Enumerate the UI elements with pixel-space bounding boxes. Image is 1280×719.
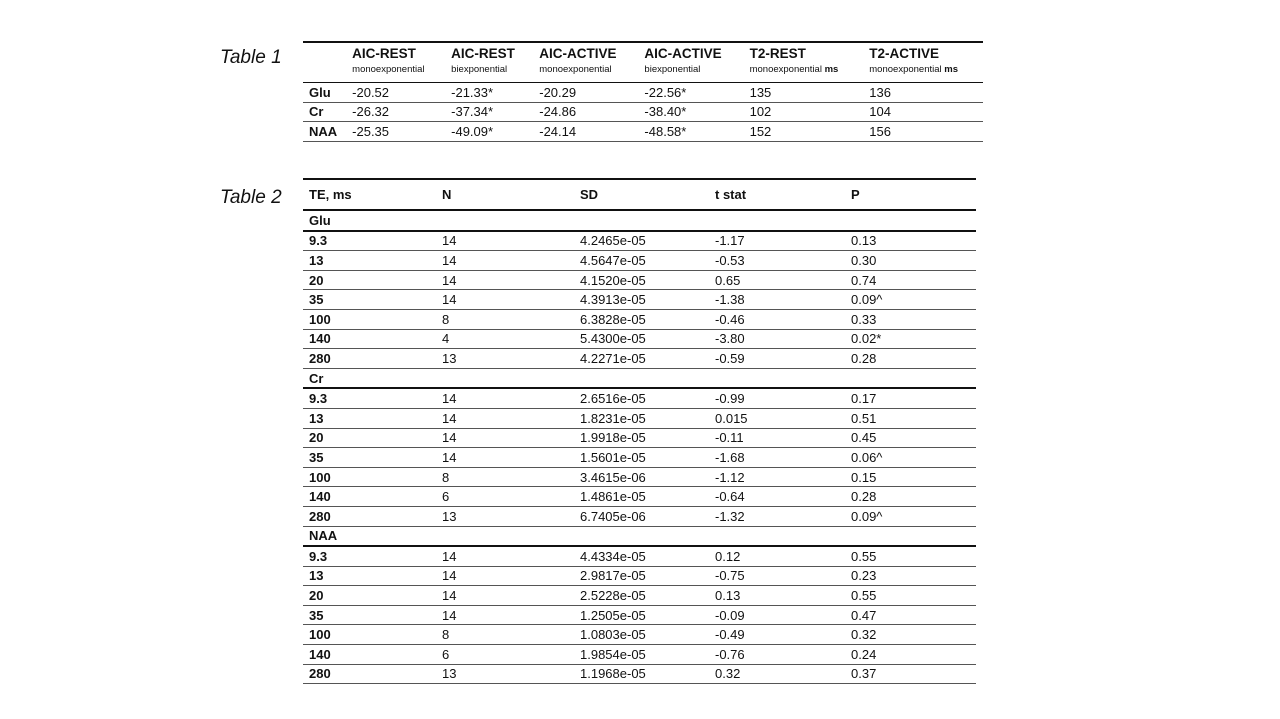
table2-cell: -1.68 xyxy=(715,449,745,465)
table2-row xyxy=(303,448,976,468)
table2-cell: -0.59 xyxy=(715,350,745,366)
table2-cell: 1.1968e-05 xyxy=(580,666,646,682)
table2-cell: 0.24 xyxy=(851,646,877,662)
table2-cell: 0.55 xyxy=(851,548,877,564)
table1-cell: -48.58* xyxy=(644,123,687,139)
table2-cell: 1.5601e-05 xyxy=(580,449,646,465)
table2-cell: 0.09^ xyxy=(851,292,883,308)
table1 xyxy=(303,41,983,142)
table2-cell: -0.75 xyxy=(715,568,745,584)
table2-cell: 14 xyxy=(442,548,457,564)
table2-te-cell: 13 xyxy=(309,568,324,584)
table2-cell: 0.32 xyxy=(715,666,741,682)
table2-group-name: Glu xyxy=(309,212,331,228)
table2-cell: 14 xyxy=(442,430,457,446)
table2-cell: 0.45 xyxy=(851,430,877,446)
table2-cell: 14 xyxy=(442,588,457,604)
table1-col-subtitle xyxy=(644,64,743,75)
table1-cell: -49.09* xyxy=(451,123,494,139)
table1-col-subtitle xyxy=(352,64,445,75)
table2-group-row xyxy=(303,526,976,546)
table2-col-header: t stat xyxy=(715,187,747,202)
table2-row xyxy=(303,586,976,606)
table1-row-metabolite: Cr xyxy=(309,104,324,120)
table2-te-cell: 13 xyxy=(309,252,324,268)
table2-cell: -0.09 xyxy=(715,607,745,623)
table1-col-header xyxy=(533,42,638,83)
table2-cell: 14 xyxy=(442,233,457,249)
table2-cell: 14 xyxy=(442,568,457,584)
table1-cell: -21.33* xyxy=(451,84,494,100)
table2-cell: -3.80 xyxy=(715,331,745,347)
table1-col-model: biexponential xyxy=(644,64,701,75)
table1-col-subtitle xyxy=(869,64,983,75)
table2-row xyxy=(303,408,976,428)
table2-header-row xyxy=(303,179,976,210)
table1-col-model: monoexponential xyxy=(869,64,942,75)
table1-col-header xyxy=(445,42,533,83)
table2-te-cell: 100 xyxy=(309,311,331,327)
table2-cell: 0.23 xyxy=(851,568,877,584)
table1-col-header xyxy=(863,42,983,83)
table2-cell: 0.33 xyxy=(851,311,877,327)
table2-cell: 2.5228e-05 xyxy=(580,588,646,604)
table2-cell: 5.4300e-05 xyxy=(580,331,646,347)
table2-te-cell: 20 xyxy=(309,272,324,288)
table1-col-unit: ms xyxy=(944,64,958,75)
table2-te-cell: 9.3 xyxy=(309,391,328,407)
table2-te-cell: 140 xyxy=(309,489,331,505)
table1-cell: 152 xyxy=(749,123,772,139)
table2-cell: 6 xyxy=(442,489,450,505)
table2-te-cell: 20 xyxy=(309,430,324,446)
table2-cell: 0.51 xyxy=(851,410,877,426)
table2-te-cell: 280 xyxy=(309,666,331,682)
table2-cell: 0.28 xyxy=(851,350,877,366)
table1-cell: 102 xyxy=(749,104,772,120)
table2-row xyxy=(303,251,976,271)
table2-te-cell: 140 xyxy=(309,331,331,347)
table1-col-name: AIC-REST xyxy=(352,46,416,61)
table2-cell: 14 xyxy=(442,252,457,268)
table2-group-row xyxy=(303,210,976,231)
table2-cell: 0.09^ xyxy=(851,508,883,524)
table2-te-cell: 35 xyxy=(309,292,324,308)
table2-te-cell: 13 xyxy=(309,410,324,426)
table2-cell: 0.28 xyxy=(851,489,877,505)
table2-cell: 1.4861e-05 xyxy=(580,489,646,505)
table2-cell: 4 xyxy=(442,331,450,347)
table1-label: Table 1 xyxy=(220,47,282,68)
table2-cell: 0.15 xyxy=(851,469,877,485)
table1-cell: -26.32 xyxy=(352,104,390,120)
table2-cell: 1.9918e-05 xyxy=(580,430,646,446)
table2-cell: 8 xyxy=(442,627,450,643)
table1-cell: 135 xyxy=(749,84,772,100)
table2-cell: 0.06^ xyxy=(851,449,883,465)
table1-col-name: AIC-ACTIVE xyxy=(644,46,722,61)
table1-cell: 136 xyxy=(869,84,891,100)
table2-cell: -1.32 xyxy=(715,508,745,524)
table2-cell: 0.32 xyxy=(851,627,877,643)
table1-col-unit: ms xyxy=(824,64,839,75)
table2-cell: 13 xyxy=(442,666,457,682)
table1-col-model: monoexponential xyxy=(352,64,425,75)
table2-cell: 13 xyxy=(442,508,457,524)
table2-col-header: P xyxy=(851,187,860,202)
table1-col-subtitle xyxy=(539,64,638,75)
table2-label: Table 2 xyxy=(220,187,282,208)
table2-group-row xyxy=(303,368,976,388)
table2-group-name: Cr xyxy=(309,370,324,386)
table2-cell: 6.7405e-06 xyxy=(580,508,646,524)
table2-te-cell: 35 xyxy=(309,607,324,623)
table2-col-header: TE, ms xyxy=(309,187,352,202)
table2-te-cell: 9.3 xyxy=(309,233,328,249)
table2-cell: 4.2271e-05 xyxy=(580,350,646,366)
table2-row xyxy=(303,625,976,645)
table1-col-subtitle xyxy=(451,64,533,75)
table2-cell: 8 xyxy=(442,469,450,485)
table2-row xyxy=(303,349,976,369)
table2-cell: 1.8231e-05 xyxy=(580,410,646,426)
table2-row xyxy=(303,605,976,625)
table1-col-model: biexponential xyxy=(451,64,508,75)
table2-cell: 4.5647e-05 xyxy=(580,252,646,268)
table2-row xyxy=(303,388,976,408)
table2-row xyxy=(303,506,976,526)
table2-cell: 4.1520e-05 xyxy=(580,272,646,288)
table2-row xyxy=(303,309,976,329)
table1-cell: -38.40* xyxy=(644,104,687,120)
table1-cell: -24.14 xyxy=(539,123,577,139)
table2-row xyxy=(303,645,976,665)
table2-col-header: SD xyxy=(580,187,599,202)
table2-te-cell: 140 xyxy=(309,646,331,662)
table2-cell: 0.47 xyxy=(851,607,877,623)
table1-header-row xyxy=(303,42,983,83)
table2-cell: -0.11 xyxy=(715,430,744,446)
table1-cell: 156 xyxy=(869,123,891,139)
table2-row xyxy=(303,290,976,310)
table2-cell: 4.2465e-05 xyxy=(580,233,646,249)
table1-cell: -37.34* xyxy=(451,104,494,120)
table1-cell: 104 xyxy=(869,104,891,120)
table2-cell: 0.12 xyxy=(715,548,741,564)
table2-te-cell: 100 xyxy=(309,469,331,485)
table2-cell: 8 xyxy=(442,311,450,327)
table2-row xyxy=(303,467,976,487)
table2-cell: 13 xyxy=(442,350,457,366)
table2-row xyxy=(303,487,976,507)
table1-col-model: monoexponential xyxy=(539,64,612,75)
table1-col-name: AIC-REST xyxy=(451,46,515,61)
table2-te-cell: 35 xyxy=(309,449,324,465)
table2-cell: -0.46 xyxy=(715,311,745,327)
table2-cell: 14 xyxy=(442,449,457,465)
table2-cell: 0.30 xyxy=(851,252,877,268)
table1-col-header xyxy=(744,42,864,83)
table2-te-cell: 280 xyxy=(309,350,331,366)
table2-cell: 14 xyxy=(442,272,457,288)
table1-cell: -24.86 xyxy=(539,104,577,120)
table2-cell: 0.13 xyxy=(851,233,877,249)
table2-cell: 0.17 xyxy=(851,391,877,407)
table2-cell: -1.38 xyxy=(715,292,745,308)
table2-cell: 0.015 xyxy=(715,410,748,426)
table2-cell: 1.2505e-05 xyxy=(580,607,646,623)
table2-cell: 3.4615e-06 xyxy=(580,469,646,485)
table2-row xyxy=(303,546,976,566)
table1-cell: -20.29 xyxy=(539,84,577,100)
table1-col-name: T2-REST xyxy=(749,46,806,61)
table2-cell: -0.64 xyxy=(715,489,745,505)
table2-cell: -0.53 xyxy=(715,252,745,268)
table1-col-name: T2-ACTIVE xyxy=(869,46,940,61)
table1-row-metabolite: NAA xyxy=(309,123,338,139)
table1-cell: -20.52 xyxy=(352,84,390,100)
table2-te-cell: 9.3 xyxy=(309,548,328,564)
table2-cell: 4.3913e-05 xyxy=(580,292,646,308)
table1-col-name: AIC-ACTIVE xyxy=(539,46,617,61)
table1-row xyxy=(303,122,983,142)
table2-cell: 14 xyxy=(442,410,457,426)
table2-cell: 2.9817e-05 xyxy=(580,568,646,584)
table2-cell: 14 xyxy=(442,607,457,623)
table2-cell: 0.37 xyxy=(851,666,877,682)
table2-cell: 0.13 xyxy=(715,588,741,604)
table2-cell: 0.65 xyxy=(715,272,741,288)
table2-row xyxy=(303,231,976,251)
table2-cell: 6 xyxy=(442,646,450,662)
table1-cell: -22.56* xyxy=(644,84,687,100)
table2-row xyxy=(303,428,976,448)
table2-cell: -0.76 xyxy=(715,646,745,662)
table2-row xyxy=(303,270,976,290)
table2-row xyxy=(303,566,976,586)
table2-cell: 1.9854e-05 xyxy=(580,646,646,662)
table1-col-subtitle xyxy=(750,64,864,75)
table2-cell: -1.12 xyxy=(715,469,745,485)
table2-cell: 1.0803e-05 xyxy=(580,627,646,643)
table1-col-header xyxy=(303,42,346,83)
table2 xyxy=(303,178,976,684)
table1-col-header xyxy=(638,42,743,83)
table2-row xyxy=(303,664,976,684)
table2-te-cell: 20 xyxy=(309,588,324,604)
table2-cell: 6.3828e-05 xyxy=(580,311,646,327)
table1-row xyxy=(303,83,983,103)
table2-cell: 4.4334e-05 xyxy=(580,548,646,564)
table2-cell: 0.02* xyxy=(851,331,882,347)
table1-row xyxy=(303,102,983,122)
table1-body xyxy=(303,83,983,142)
table2-row xyxy=(303,329,976,349)
table2-te-cell: 280 xyxy=(309,508,331,524)
table2-body xyxy=(303,210,976,684)
table2-cell: 2.6516e-05 xyxy=(580,391,646,407)
table2-cell: 0.55 xyxy=(851,588,877,604)
table2-te-cell: 100 xyxy=(309,627,331,643)
table2-cell: 0.74 xyxy=(851,272,877,288)
table2-cell: 14 xyxy=(442,292,457,308)
table2-cell: -1.17 xyxy=(715,233,745,249)
table2-col-header: N xyxy=(442,187,452,202)
table1-row-metabolite: Glu xyxy=(309,84,331,100)
table2-cell: -0.99 xyxy=(715,391,745,407)
table2-group-name: NAA xyxy=(309,528,338,544)
table1-col-header xyxy=(346,42,445,83)
table2-cell: 14 xyxy=(442,391,457,407)
table1-col-model: monoexponential xyxy=(749,64,822,75)
table1-cell: -25.35 xyxy=(352,123,390,139)
table2-cell: -0.49 xyxy=(715,627,745,643)
